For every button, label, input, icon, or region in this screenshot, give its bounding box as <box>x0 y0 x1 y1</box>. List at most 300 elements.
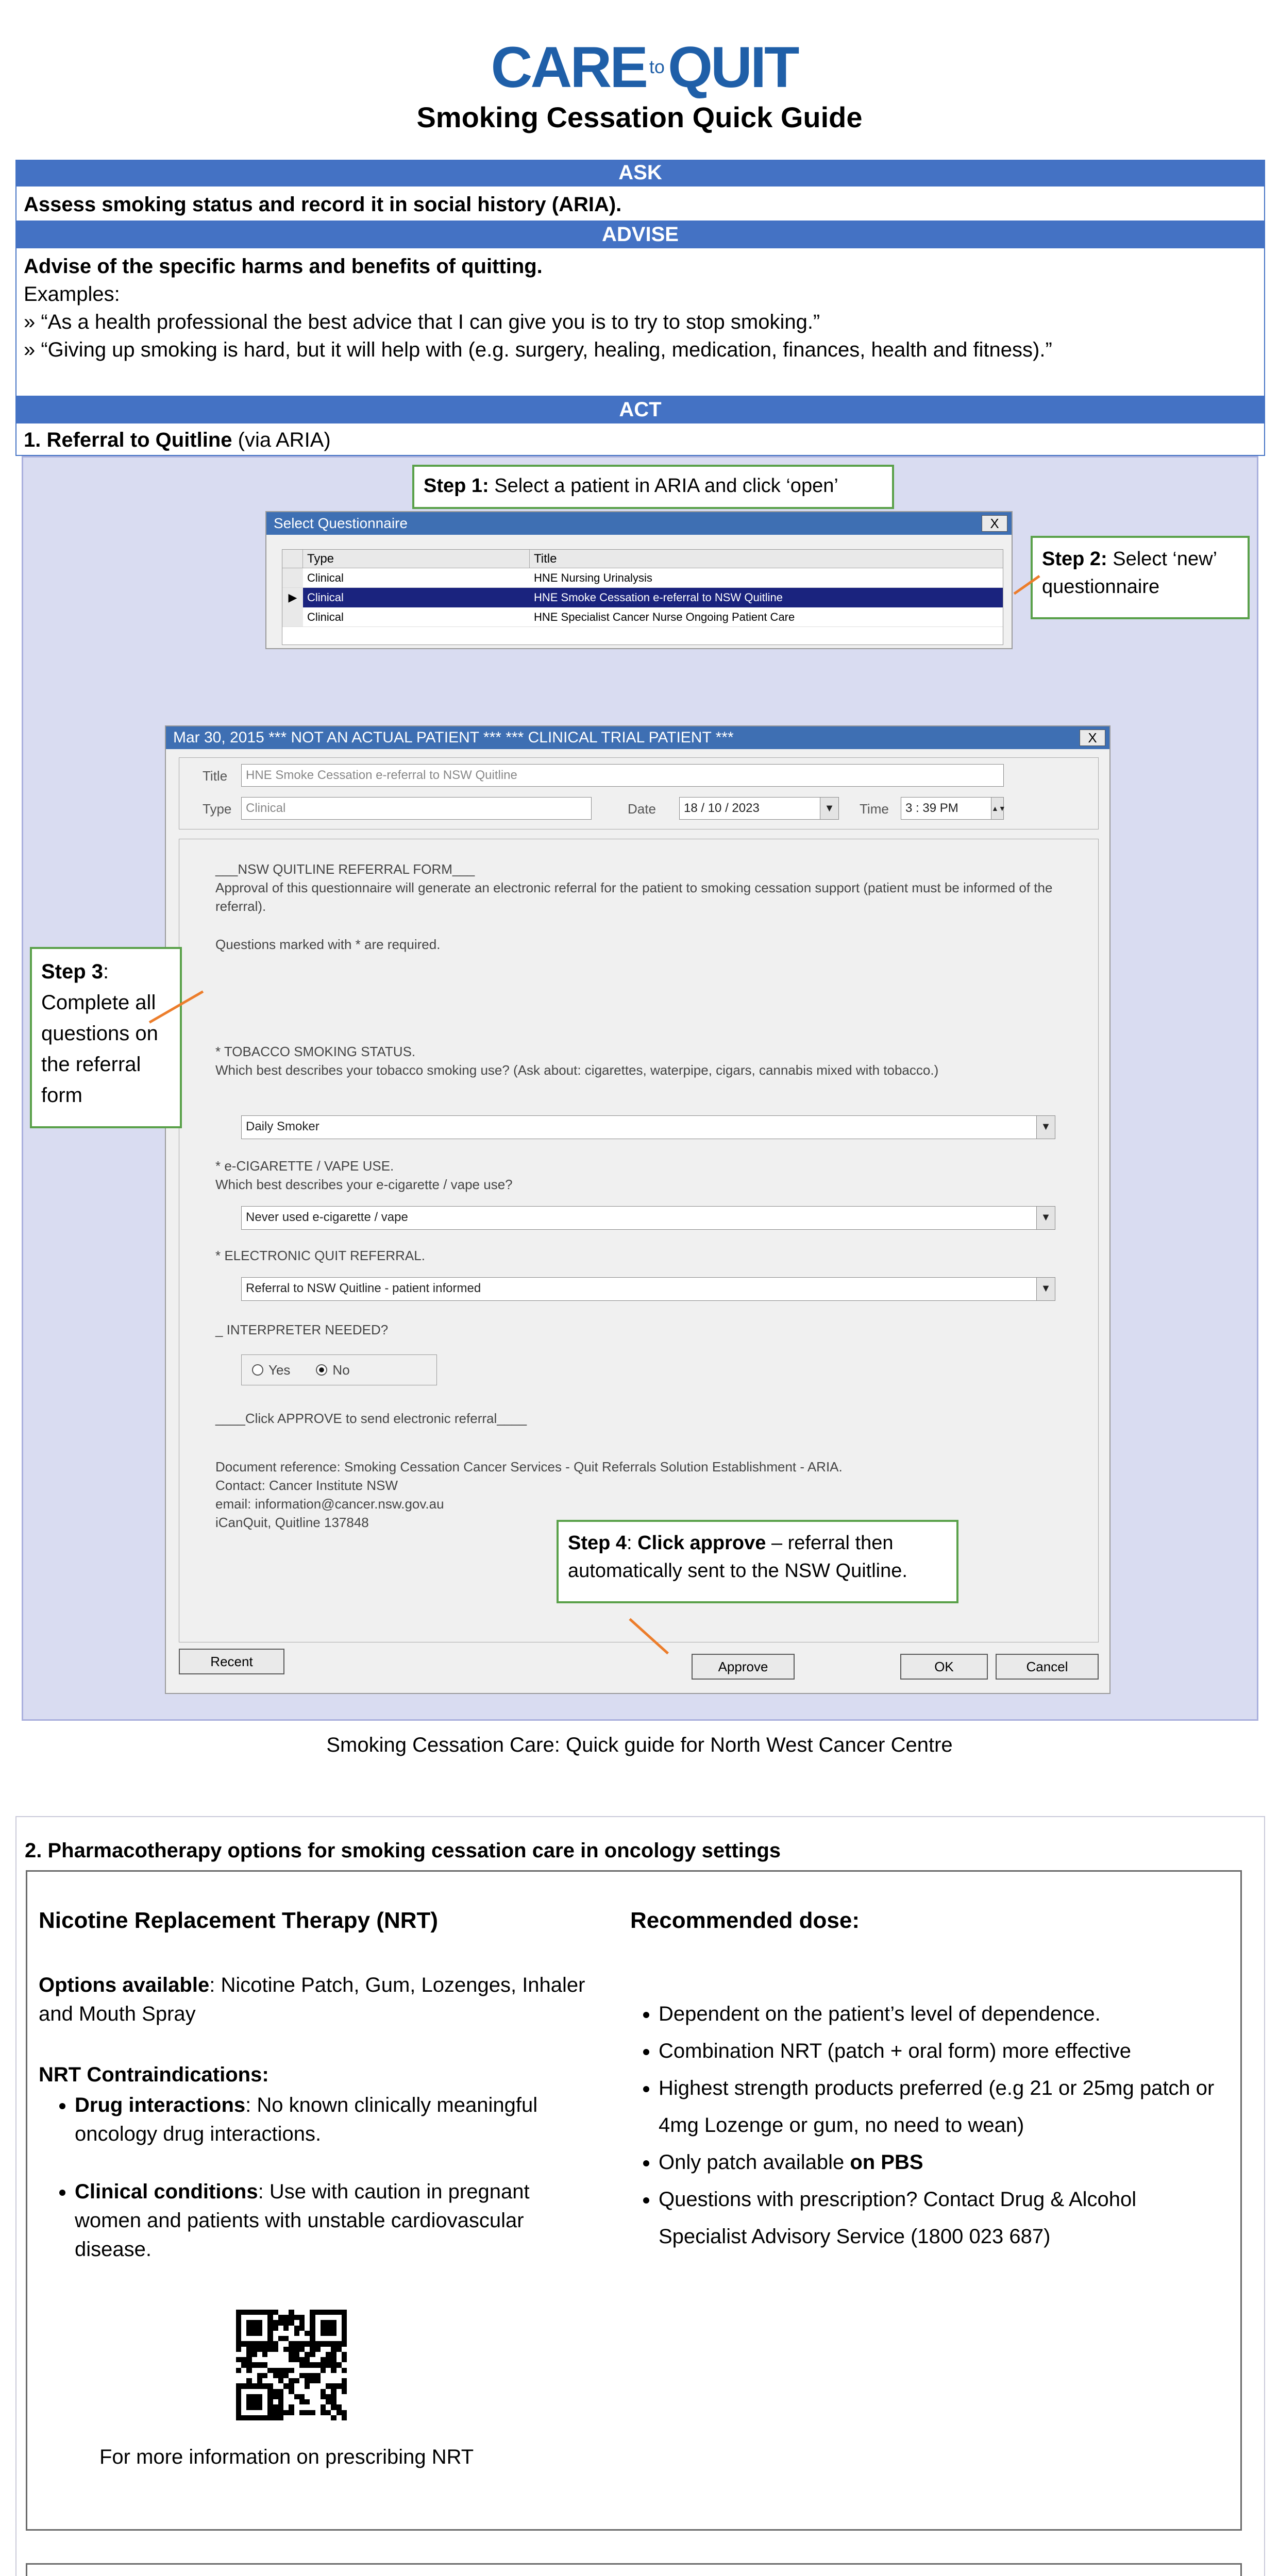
qr-module <box>336 2357 342 2362</box>
qr-module <box>262 2394 267 2399</box>
advise-example-2: » “Giving up smoking is hard, but it will help with (e.g. surgery, healing, medication, finances, health and fitness).” <box>24 338 1052 361</box>
select-window-close-button[interactable]: X <box>982 515 1007 532</box>
qr-module <box>278 2315 283 2320</box>
qr-module <box>283 2399 289 2404</box>
qr-module <box>289 2352 294 2357</box>
qr-module <box>236 2331 241 2336</box>
select-window-titlebar <box>266 512 1012 535</box>
qr-module <box>262 2357 267 2362</box>
qr-module <box>257 2310 262 2315</box>
qr-module <box>267 2404 273 2410</box>
nrt-dose-list <box>622 1995 1215 2255</box>
qr-module <box>331 2352 336 2357</box>
page-title: Smoking Cessation Quick Guide <box>416 101 863 133</box>
qr-module <box>252 2347 257 2352</box>
q2-title: * e-CIGARETTE / VAPE USE. <box>215 1158 394 1174</box>
qr-module <box>241 2352 246 2357</box>
questionnaire-row-selected[interactable] <box>282 588 1003 607</box>
qr-module <box>246 2341 251 2346</box>
qr-module <box>246 2394 251 2399</box>
qr-module <box>315 2399 321 2404</box>
qr-module <box>326 2357 331 2362</box>
qr-module <box>299 2310 305 2315</box>
qr-module <box>326 2326 331 2331</box>
qr-module <box>305 2404 310 2410</box>
qr-module <box>278 2362 283 2367</box>
qr-module <box>241 2341 246 2346</box>
qr-module <box>236 2352 241 2357</box>
qr-module <box>257 2404 262 2410</box>
qr-module <box>273 2389 278 2394</box>
qr-module <box>342 2347 347 2352</box>
qr-module <box>278 2341 283 2346</box>
qr-module <box>267 2368 273 2373</box>
qr-module <box>310 2362 315 2367</box>
time-field[interactable] <box>901 797 1004 820</box>
q2-vape-use-select[interactable] <box>241 1206 1055 1230</box>
qr-module <box>326 2383 331 2388</box>
qr-module <box>321 2357 326 2362</box>
qr-module <box>305 2378 310 2383</box>
qr-module <box>321 2404 326 2410</box>
qr-module <box>267 2415 273 2420</box>
qr-module <box>331 2357 336 2362</box>
qr-module <box>331 2326 336 2331</box>
qr-module <box>336 2310 342 2315</box>
qr-module <box>273 2357 278 2362</box>
qr-module <box>241 2310 246 2315</box>
date-field[interactable] <box>679 797 839 820</box>
nrt-qr-code[interactable] <box>236 2310 347 2420</box>
qr-module <box>236 2394 241 2399</box>
qr-module <box>321 2373 326 2378</box>
qr-module <box>262 2336 267 2341</box>
qr-module <box>331 2368 336 2373</box>
chevron-down-icon[interactable]: ▼ <box>1036 1116 1055 1139</box>
radio-unchecked-icon <box>252 1364 263 1376</box>
qr-module <box>315 2410 321 2415</box>
qr-module <box>289 2320 294 2325</box>
qr-module <box>252 2331 257 2336</box>
chevron-down-icon[interactable]: ▼ <box>1036 1207 1055 1229</box>
qr-module <box>321 2320 326 2325</box>
qr-module <box>273 2310 278 2315</box>
qr-module <box>336 2389 342 2394</box>
qr-module <box>241 2357 246 2362</box>
qr-module <box>315 2415 321 2420</box>
step4-callout <box>557 1520 958 1603</box>
questionnaire-row[interactable] <box>282 568 1003 588</box>
qr-module <box>305 2399 310 2404</box>
qr-module <box>315 2389 321 2394</box>
qr-module <box>252 2310 257 2315</box>
qr-module <box>310 2410 315 2415</box>
qr-module <box>262 2373 267 2378</box>
q1-title: * TOBACCO SMOKING STATUS. <box>215 1044 416 1059</box>
qr-module <box>289 2315 294 2320</box>
qr-module <box>310 2310 315 2315</box>
qr-module <box>305 2410 310 2415</box>
referral-suffix: (via ARIA) <box>232 429 331 451</box>
qr-module <box>241 2331 246 2336</box>
qr-module <box>252 2410 257 2415</box>
qr-module <box>342 2315 347 2320</box>
qr-module <box>262 2389 267 2394</box>
qr-module <box>283 2331 289 2336</box>
qr-module <box>273 2383 278 2388</box>
qr-module <box>267 2326 273 2331</box>
qr-module <box>336 2415 342 2420</box>
qr-module <box>315 2347 321 2352</box>
qr-module <box>336 2368 342 2373</box>
qr-module <box>305 2394 310 2399</box>
nrt-contra-heading: NRT Contraindications: <box>39 2063 269 2086</box>
qr-module <box>315 2378 321 2383</box>
qr-module <box>315 2320 321 2325</box>
qr-module <box>236 2310 241 2315</box>
qr-module <box>257 2368 262 2373</box>
approve-button[interactable]: Approve <box>692 1654 795 1680</box>
qr-module <box>246 2320 251 2325</box>
qr-module <box>246 2404 251 2410</box>
qr-module <box>267 2357 273 2362</box>
qr-module <box>342 2341 347 2346</box>
qr-module <box>273 2331 278 2336</box>
qr-module <box>299 2389 305 2394</box>
qr-module <box>305 2383 310 2388</box>
ask-band: ASK <box>15 160 1265 185</box>
qr-module <box>283 2341 289 2346</box>
qr-module <box>283 2352 289 2357</box>
qr-module <box>305 2326 310 2331</box>
qr-module <box>262 2347 267 2352</box>
nrt-dose-item: • Combination NRT (patch + oral form) more effective <box>659 2032 1215 2070</box>
qr-module <box>241 2399 246 2404</box>
type-field[interactable]: Clinical <box>241 797 592 820</box>
q3-answer: Referral to NSW Quitline - patient informed <box>246 1281 481 1295</box>
pbs-bold: on PBS <box>850 2151 923 2174</box>
qr-module <box>252 2368 257 2373</box>
qr-module <box>294 2357 299 2362</box>
qr-module <box>342 2352 347 2357</box>
qr-module <box>241 2320 246 2325</box>
qr-module <box>299 2399 305 2404</box>
qr-module <box>305 2341 310 2346</box>
qr-module <box>310 2404 315 2410</box>
qr-module <box>246 2310 251 2315</box>
qr-module <box>342 2310 347 2315</box>
qr-module <box>246 2368 251 2373</box>
q2-answer: Never used e-cigarette / vape <box>246 1210 408 1224</box>
qr-module <box>305 2415 310 2420</box>
qr-module <box>294 2331 299 2336</box>
qr-module <box>342 2331 347 2336</box>
interpreter-yes-radio[interactable] <box>252 1361 290 1379</box>
qr-module <box>252 2352 257 2357</box>
form-intro: Approval of this questionnaire will generate an electronic referral for the patient to smoking cessation support (patient must be informed of the referral). <box>215 880 1053 914</box>
nrt-clinical-conditions <box>75 2177 585 2264</box>
qr-module <box>299 2373 305 2378</box>
qr-module <box>283 2357 289 2362</box>
q3-quit-referral-select[interactable] <box>241 1277 1055 1301</box>
advise-examples-label: Examples: <box>24 283 120 306</box>
qr-module <box>305 2368 310 2373</box>
interpreter-no-radio[interactable] <box>316 1361 349 1379</box>
qr-module <box>305 2347 310 2352</box>
email-line: email: information@cancer.nsw.gov.au <box>215 1496 444 1512</box>
qr-module <box>262 2331 267 2336</box>
qr-module <box>294 2315 299 2320</box>
col-type-header[interactable]: Type <box>303 550 530 568</box>
qr-module <box>289 2362 294 2367</box>
qr-module <box>257 2383 262 2388</box>
qr-module <box>262 2399 267 2404</box>
row-title: HNE Specialist Cancer Nurse Ongoing Patient Care <box>534 611 795 623</box>
qr-module <box>273 2347 278 2352</box>
qr-module <box>331 2394 336 2399</box>
qr-module <box>278 2347 283 2352</box>
qr-module <box>246 2378 251 2383</box>
qr-module <box>273 2373 278 2378</box>
qr-module <box>267 2352 273 2357</box>
date-dropdown-icon[interactable]: ▼ <box>820 798 838 819</box>
qr-module <box>278 2378 283 2383</box>
qr-module <box>321 2389 326 2394</box>
qr-module <box>299 2320 305 2325</box>
qr-module <box>236 2404 241 2410</box>
qr-module <box>289 2389 294 2394</box>
qr-module <box>262 2362 267 2367</box>
quitline-line: iCanQuit, Quitline 137848 <box>215 1515 369 1530</box>
qr-module <box>294 2415 299 2420</box>
qr-module <box>294 2410 299 2415</box>
qr-module <box>305 2331 310 2336</box>
qr-module <box>241 2368 246 2373</box>
nrt-options-text: : Nicotine Patch, Gum, Lozenges, Inhaler and Mouth Spray <box>39 1974 585 2025</box>
qr-module <box>278 2410 283 2415</box>
act-referral-line <box>15 422 1265 456</box>
qr-module <box>321 2410 326 2415</box>
qr-module <box>241 2383 246 2388</box>
qr-module <box>336 2378 342 2383</box>
qr-module <box>267 2399 273 2404</box>
step3-callout <box>30 947 182 1128</box>
pbs-text: Only patch available <box>659 2151 850 2174</box>
date-value: 18 / 10 / 2023 <box>684 801 760 815</box>
nrt-more-info: For more information on prescribing NRT <box>99 2446 474 2468</box>
qr-module <box>283 2404 289 2410</box>
qr-module <box>283 2415 289 2420</box>
qr-module <box>257 2394 262 2399</box>
qr-module <box>241 2336 246 2341</box>
qr-module <box>283 2389 289 2394</box>
q1-smoking-status-select[interactable] <box>241 1115 1055 1139</box>
qr-module <box>326 2331 331 2336</box>
qr-module <box>326 2336 331 2341</box>
step4-click-approve: Click approve <box>637 1532 766 1554</box>
qr-module <box>321 2383 326 2388</box>
qr-module <box>262 2404 267 2410</box>
qr-module <box>321 2399 326 2404</box>
qr-module <box>331 2320 336 2325</box>
drug-text: : No known clinically meaningful oncology drug interactions. <box>75 2094 538 2145</box>
advise-heading: Advise of the specific harms and benefits of quitting. <box>24 255 543 278</box>
qr-module <box>257 2362 262 2367</box>
qr-module <box>236 2326 241 2331</box>
qr-module <box>267 2410 273 2415</box>
drug-label: Drug interactions <box>75 2094 246 2116</box>
q1-answer: Daily Smoker <box>246 1120 319 1133</box>
qr-module <box>331 2315 336 2320</box>
nrt-panel <box>26 1870 1242 2531</box>
qr-module <box>289 2394 294 2399</box>
qr-module <box>331 2399 336 2404</box>
qr-module <box>289 2404 294 2410</box>
qr-module <box>321 2415 326 2420</box>
ok-button[interactable]: OK <box>900 1654 988 1680</box>
qr-module <box>267 2378 273 2383</box>
qr-module <box>299 2410 305 2415</box>
qr-module <box>342 2336 347 2341</box>
varenicline-panel <box>26 2563 1242 2576</box>
qr-module <box>326 2394 331 2399</box>
qr-module <box>283 2320 289 2325</box>
cancel-button[interactable]: Cancel <box>996 1654 1099 1680</box>
qr-module <box>342 2415 347 2420</box>
interpreter-radio-group <box>241 1354 437 1385</box>
step4-label: Step 4 <box>568 1532 627 1554</box>
qr-module <box>278 2326 283 2331</box>
qr-module <box>267 2394 273 2399</box>
qr-module <box>326 2378 331 2383</box>
qr-module <box>299 2378 305 2383</box>
qr-module <box>236 2378 241 2383</box>
qr-module <box>257 2347 262 2352</box>
recent-button[interactable]: Recent <box>179 1649 284 1674</box>
qr-module <box>321 2378 326 2383</box>
qr-module <box>299 2315 305 2320</box>
chevron-down-icon[interactable]: ▼ <box>1036 1278 1055 1300</box>
form-window-titlebar <box>166 726 1109 749</box>
qr-module <box>336 2399 342 2404</box>
qr-module <box>299 2352 305 2357</box>
qr-module <box>331 2410 336 2415</box>
qr-module <box>262 2326 267 2331</box>
qr-module <box>252 2357 257 2362</box>
qr-module <box>267 2320 273 2325</box>
form-heading: ___NSW QUITLINE REFERRAL FORM___ <box>215 861 475 877</box>
row-title: HNE Nursing Urinalysis <box>534 571 652 584</box>
qr-module <box>246 2373 251 2378</box>
qr-module <box>278 2389 283 2394</box>
questionnaire-row[interactable] <box>282 607 1003 627</box>
qr-module <box>321 2394 326 2399</box>
qr-module <box>336 2404 342 2410</box>
qr-module <box>315 2373 321 2378</box>
col-title-header[interactable]: Title <box>534 552 557 566</box>
no-label: No <box>332 1362 350 1378</box>
time-field-label: Time <box>860 801 889 817</box>
qr-module <box>283 2373 289 2378</box>
qr-module <box>310 2341 315 2346</box>
qr-module <box>315 2326 321 2331</box>
qr-module <box>273 2352 278 2357</box>
qr-module <box>283 2410 289 2415</box>
qr-module <box>278 2357 283 2362</box>
qr-module <box>299 2326 305 2331</box>
qr-module <box>289 2336 294 2341</box>
qr-module <box>283 2336 289 2341</box>
qr-module <box>326 2389 331 2394</box>
qr-module <box>336 2383 342 2388</box>
qr-module <box>294 2336 299 2341</box>
form-header-fields <box>179 757 1099 829</box>
qr-module <box>241 2415 246 2420</box>
qr-module <box>310 2336 315 2341</box>
qr-module <box>246 2399 251 2404</box>
qr-module <box>278 2368 283 2373</box>
qr-module <box>299 2331 305 2336</box>
qr-module <box>267 2373 273 2378</box>
qr-module <box>310 2331 315 2336</box>
title-field[interactable]: HNE Smoke Cessation e-referral to NSW Quitline <box>241 764 1004 787</box>
type-field-label: Type <box>203 801 232 817</box>
qr-module <box>336 2326 342 2331</box>
qr-module <box>257 2331 262 2336</box>
qr-module <box>236 2389 241 2394</box>
nrt-dose-item <box>659 2144 1215 2181</box>
referral-heading: 1. Referral to Quitline <box>24 429 232 451</box>
qr-module <box>289 2415 294 2420</box>
qr-module <box>236 2368 241 2373</box>
qr-module <box>310 2378 315 2383</box>
qr-module <box>246 2410 251 2415</box>
qr-module <box>246 2336 251 2341</box>
qr-module <box>252 2404 257 2410</box>
logo-care: CARE <box>491 35 646 99</box>
qr-module <box>331 2362 336 2367</box>
care-to-quit-logo <box>491 31 798 103</box>
qr-module <box>283 2326 289 2331</box>
qr-module <box>246 2357 251 2362</box>
qr-module <box>267 2331 273 2336</box>
qr-module <box>331 2404 336 2410</box>
qr-module <box>278 2336 283 2341</box>
qr-module <box>273 2320 278 2325</box>
qr-module <box>294 2347 299 2352</box>
qr-module <box>257 2410 262 2415</box>
qr-module <box>326 2410 331 2415</box>
form-window-close-button[interactable]: X <box>1080 730 1105 746</box>
qr-module <box>331 2378 336 2383</box>
qr-module <box>305 2336 310 2341</box>
qr-module <box>241 2326 246 2331</box>
time-spinner-icon[interactable]: ▲▼ <box>991 798 1003 819</box>
step2-callout <box>1031 536 1250 619</box>
qr-module <box>294 2394 299 2399</box>
qr-module <box>289 2410 294 2415</box>
qr-module <box>321 2362 326 2367</box>
step2-label: Step 2: <box>1042 548 1107 570</box>
approve-note: ____Click APPROVE to send electronic referral____ <box>215 1411 527 1426</box>
qr-module <box>283 2378 289 2383</box>
qr-module <box>246 2362 251 2367</box>
qr-module <box>289 2326 294 2331</box>
step3-text: : Complete all questions on the referral form <box>41 960 158 1107</box>
act-band: ACT <box>15 397 1265 422</box>
qr-module <box>257 2326 262 2331</box>
qr-module <box>294 2320 299 2325</box>
